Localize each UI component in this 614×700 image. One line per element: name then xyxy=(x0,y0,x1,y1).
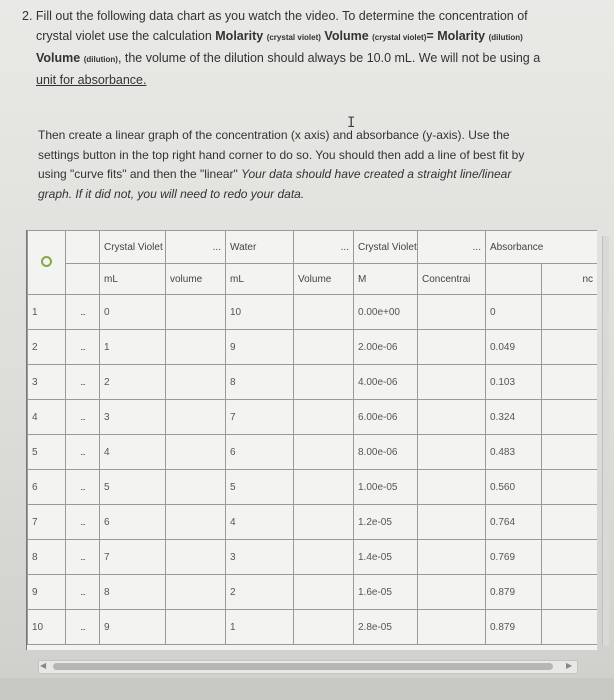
cell-cv-ml[interactable]: 4 xyxy=(100,435,166,470)
gear-icon[interactable] xyxy=(41,256,52,267)
cell-molarity[interactable]: 1.00e-05 xyxy=(354,470,418,505)
cell-water-ml[interactable]: 4 xyxy=(226,505,294,540)
header-crystal-violet-2[interactable]: Crystal Violet xyxy=(354,231,418,264)
cell-cv-ml[interactable]: 0 xyxy=(100,295,166,330)
vertical-scrollbar[interactable] xyxy=(602,236,609,646)
table-row xyxy=(28,400,598,435)
cell-molarity[interactable]: 4.00e-06 xyxy=(354,365,418,400)
header-cv-ml[interactable]: mL xyxy=(100,264,166,295)
row-number: 1 xyxy=(28,295,66,330)
row-number: 9 xyxy=(28,575,66,610)
row-menu-icon[interactable]: ... xyxy=(66,470,100,505)
cell-cv-volume[interactable] xyxy=(166,330,226,365)
cell-concentration[interactable] xyxy=(418,365,486,400)
cell-water-volume[interactable] xyxy=(294,295,354,330)
table-row xyxy=(28,610,598,645)
cell-cv-ml[interactable]: 5 xyxy=(100,470,166,505)
molarity-term: Molarity xyxy=(215,29,264,43)
cell-concentration[interactable] xyxy=(418,400,486,435)
cell-cv-ml[interactable]: 7 xyxy=(100,540,166,575)
row-menu-icon[interactable]: ... xyxy=(66,330,100,365)
cell-water-volume[interactable] xyxy=(294,400,354,435)
molarity-term-2: Molarity xyxy=(437,29,486,43)
cell-molarity[interactable]: 2.8e-05 xyxy=(354,610,418,645)
question-number: 2. xyxy=(22,9,33,23)
row-number: 10 xyxy=(28,610,66,645)
cell-extra[interactable] xyxy=(542,365,598,400)
table-row xyxy=(28,365,598,400)
cell-molarity[interactable]: 1.2e-05 xyxy=(354,505,418,540)
row-number: 2 xyxy=(28,330,66,365)
cell-water-volume[interactable] xyxy=(294,505,354,540)
cell-water-ml[interactable]: 10 xyxy=(226,295,294,330)
column-menu-icon[interactable]: ... xyxy=(166,231,226,264)
header-cv-volume[interactable]: volume xyxy=(166,264,226,295)
cell-water-ml[interactable]: 9 xyxy=(226,330,294,365)
cell-absorbance[interactable]: 0.049 xyxy=(486,330,542,365)
cell-concentration[interactable] xyxy=(418,540,486,575)
cell-extra[interactable] xyxy=(542,295,598,330)
header-concentration[interactable]: Concentrai xyxy=(418,264,486,295)
cell-absorbance[interactable]: 0.769 xyxy=(486,540,542,575)
cell-cv-volume[interactable] xyxy=(166,505,226,540)
cell-extra[interactable] xyxy=(542,540,598,575)
table-row xyxy=(28,330,598,365)
cell-absorbance[interactable]: 0.483 xyxy=(486,435,542,470)
cell-concentration[interactable] xyxy=(418,435,486,470)
row-menu-icon[interactable]: ... xyxy=(66,435,100,470)
table-row xyxy=(28,505,598,540)
row-menu-icon[interactable]: ... xyxy=(66,400,100,435)
cell-concentration[interactable] xyxy=(418,330,486,365)
row-number: 5 xyxy=(28,435,66,470)
volume-term-2: Volume xyxy=(36,51,81,65)
row-menu-icon[interactable]: ... xyxy=(66,575,100,610)
cell-cv-ml[interactable]: 2 xyxy=(100,365,166,400)
row-number: 6 xyxy=(28,470,66,505)
cell-water-volume[interactable] xyxy=(294,470,354,505)
scroll-left-icon[interactable]: ◀ xyxy=(40,661,47,670)
cell-water-volume[interactable] xyxy=(294,365,354,400)
cell-cv-volume[interactable] xyxy=(166,575,226,610)
data-table[interactable] xyxy=(26,230,597,650)
row-menu-icon[interactable]: ... xyxy=(66,295,100,330)
cell-molarity[interactable]: 8.00e-06 xyxy=(354,435,418,470)
cell-cv-ml[interactable]: 1 xyxy=(100,330,166,365)
instructions-line-3: Volume (dilution), the volume of the dilution should always be 10.0 mL. We will not be using a xyxy=(36,51,541,65)
cell-cv-volume[interactable] xyxy=(166,400,226,435)
cell-water-volume[interactable] xyxy=(294,610,354,645)
cell-extra[interactable] xyxy=(542,435,598,470)
cell-cv-ml[interactable]: 8 xyxy=(100,575,166,610)
row-menu-icon[interactable]: ... xyxy=(66,540,100,575)
cell-extra[interactable] xyxy=(542,575,598,610)
cell-cv-volume[interactable] xyxy=(166,540,226,575)
text-cursor-icon: I xyxy=(347,115,356,131)
graph-instructions: Then create a linear graph of the concentration (x axis) and absorbance (y-axis). Use the settings button in the top right hand corner to do so. You should then add a line of best fit by using "curve fits" and then the "linear" Your data should have created a straight line/linear graph. If it did not, you will need to redo your data. xyxy=(38,128,525,201)
data-grid xyxy=(27,230,597,645)
cell-water-ml[interactable]: 8 xyxy=(226,365,294,400)
scroll-right-icon[interactable]: ▶ xyxy=(566,661,573,670)
cell-cv-volume[interactable] xyxy=(166,610,226,645)
header-water-volume[interactable]: Volume xyxy=(294,264,354,295)
cell-concentration[interactable] xyxy=(418,470,486,505)
row-menu-icon[interactable]: ... xyxy=(66,505,100,540)
table-row xyxy=(28,540,598,575)
row-menu-icon[interactable]: ... xyxy=(66,365,100,400)
row-number: 7 xyxy=(28,505,66,540)
cell-concentration[interactable] xyxy=(418,505,486,540)
header-row-1 xyxy=(28,231,598,264)
cell-absorbance[interactable]: 0.764 xyxy=(486,505,542,540)
row-menu-icon[interactable]: ... xyxy=(66,610,100,645)
cell-water-ml[interactable]: 5 xyxy=(226,470,294,505)
cell-absorbance[interactable]: 0.324 xyxy=(486,400,542,435)
cell-water-ml[interactable]: 6 xyxy=(226,435,294,470)
cell-molarity[interactable]: 0.00e+00 xyxy=(354,295,418,330)
cell-absorbance[interactable]: 0.103 xyxy=(486,365,542,400)
cell-extra[interactable] xyxy=(542,505,598,540)
header-nc[interactable]: nc xyxy=(542,264,598,295)
scrollbar-thumb[interactable] xyxy=(53,663,553,670)
instructions-line-4: unit for absorbance. xyxy=(36,73,147,87)
cell-water-ml[interactable]: 7 xyxy=(226,400,294,435)
column-menu-icon[interactable]: ... xyxy=(294,231,354,264)
header-m[interactable]: M xyxy=(354,264,418,295)
cell-cv-volume[interactable] xyxy=(166,365,226,400)
header-crystal-violet[interactable]: Crystal Violet xyxy=(100,231,166,264)
cell-water-volume[interactable] xyxy=(294,330,354,365)
table-settings-cell[interactable] xyxy=(28,231,66,295)
row-number: 3 xyxy=(28,365,66,400)
cell-water-volume[interactable] xyxy=(294,435,354,470)
cell-cv-ml[interactable]: 3 xyxy=(100,400,166,435)
cell-extra[interactable] xyxy=(542,400,598,435)
cell-molarity[interactable]: 1.6e-05 xyxy=(354,575,418,610)
table-row xyxy=(28,575,598,610)
cell-cv-volume[interactable] xyxy=(166,470,226,505)
header-water-ml[interactable]: mL xyxy=(226,264,294,295)
cell-molarity[interactable]: 1.4e-05 xyxy=(354,540,418,575)
cell-cv-ml[interactable]: 9 xyxy=(100,610,166,645)
cell-concentration[interactable] xyxy=(418,575,486,610)
cell-extra[interactable] xyxy=(542,610,598,645)
header-water[interactable]: Water xyxy=(226,231,294,264)
cell-absorbance[interactable]: 0 xyxy=(486,295,542,330)
cell-extra[interactable] xyxy=(542,470,598,505)
cell-water-volume[interactable] xyxy=(294,540,354,575)
cell-absorbance[interactable]: 0.560 xyxy=(486,470,542,505)
cell-extra[interactable] xyxy=(542,330,598,365)
cell-cv-ml[interactable]: 6 xyxy=(100,505,166,540)
cell-cv-volume[interactable] xyxy=(166,295,226,330)
header-absorbance[interactable]: Absorbance xyxy=(486,231,598,264)
column-menu-icon[interactable]: ... xyxy=(418,231,486,264)
cell-molarity[interactable]: 2.00e-06 xyxy=(354,330,418,365)
table-row xyxy=(28,470,598,505)
cell-absorbance[interactable]: 0.879 xyxy=(486,575,542,610)
cell-cv-volume[interactable] xyxy=(166,435,226,470)
row-number: 4 xyxy=(28,400,66,435)
cell-molarity[interactable]: 6.00e-06 xyxy=(354,400,418,435)
horizontal-scrollbar[interactable] xyxy=(38,660,578,674)
cell-water-ml[interactable]: 2 xyxy=(226,575,294,610)
table-row xyxy=(28,295,598,330)
cell-concentration[interactable] xyxy=(418,610,486,645)
question-instructions xyxy=(22,6,582,90)
header-row-2 xyxy=(28,264,598,295)
cell-concentration[interactable] xyxy=(418,295,486,330)
cell-water-ml[interactable]: 3 xyxy=(226,540,294,575)
row-number: 8 xyxy=(28,540,66,575)
bottom-bar xyxy=(0,678,614,700)
instructions-line-2: crystal violet use the calculation Molarity (crystal violet) Volume (crystal violet)= Molarity (dilution) xyxy=(36,29,523,43)
cell-water-volume[interactable] xyxy=(294,575,354,610)
cell-water-ml[interactable]: 1 xyxy=(226,610,294,645)
table-row xyxy=(28,435,598,470)
cell-absorbance[interactable]: 0.879 xyxy=(486,610,542,645)
volume-term: Volume xyxy=(324,29,369,43)
instructions-line-1: 2. Fill out the following data chart as you watch the video. To determine the concentration of xyxy=(22,9,528,23)
